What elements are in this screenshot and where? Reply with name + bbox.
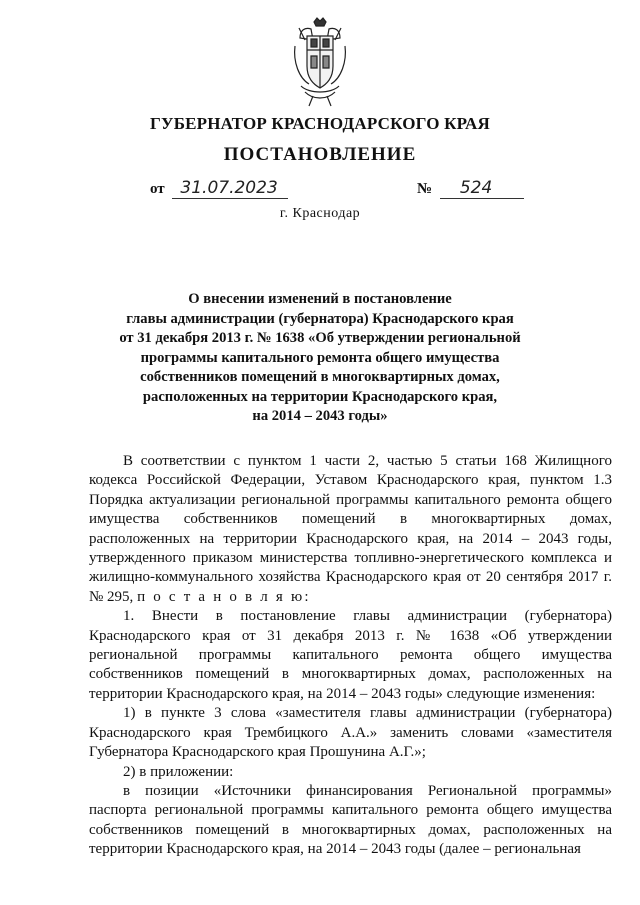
item-1-2-text-paragraph: в позиции «Источники финансирования Региональной программы» паспорта региональной программы капитального ремонта общего имущества собственников помещений в многоквартирных домах, расположенных на территории Краснодарского края, на 2014 – 2043 годы (далее – региональная bbox=[89, 782, 612, 858]
subject-line: собственников помещений в многоквартирных домах, bbox=[140, 369, 500, 385]
item-1-1-paragraph: 1) в пункте 3 слова «заместителя главы администрации (губернатора) Краснодарского края Трембицкого А.А.» заменить словами «заместителя Губернатора Краснодарского края Прошунина А.Г.»; bbox=[89, 705, 612, 761]
subject-line: от 31 декабря 2013 г. № 1638 «Об утверждении региональной bbox=[119, 330, 521, 346]
date-field bbox=[150, 178, 288, 199]
date-value: 31.07.2023 bbox=[172, 178, 287, 199]
preamble-text: В соответствии с пунктом 1 части 2, частью 5 статьи 168 Жилищного кодекса Российской Федерации, Уставом Краснодарского края, пунктом 1.3 Порядка актуализации региональной программы капитального ремонта общего имущества собственников помещений в многоквартирных домах, расположенных на территории Краснодарского края, на 2014 – 2043 годы, утвержденного приказом министерства топливно-энергетического комплекса и жилищно-коммунального хозяйства Краснодарского края от 20 сентября 2017 г. № 295, bbox=[89, 453, 612, 605]
document-type: ПОСТАНОВЛЕНИЕ bbox=[223, 144, 417, 165]
document-body bbox=[89, 452, 612, 860]
number-value: 524 bbox=[440, 178, 524, 199]
subject-line: расположенных на территории Краснодарского края, bbox=[142, 388, 498, 405]
coat-of-arms-icon bbox=[291, 16, 349, 108]
subject-line: программы капитального ремонта общего имущества bbox=[140, 349, 500, 366]
city-label: г. Краснодар bbox=[279, 206, 361, 221]
number-field bbox=[417, 178, 524, 199]
subject-line: О внесении изменений в постановление bbox=[188, 291, 452, 307]
subject-line: на 2014 – 2043 годы» bbox=[252, 408, 388, 424]
issuer-title: ГУБЕРНАТОР КРАСНОДАРСКОГО КРАЯ bbox=[150, 114, 490, 133]
date-prefix: от bbox=[150, 181, 165, 197]
subject-line: главы администрации (губернатора) Краснодарского края bbox=[126, 310, 514, 327]
document-subject bbox=[110, 290, 530, 427]
decree-word: п о с т а н о в л я ю: bbox=[137, 588, 311, 605]
preamble-paragraph bbox=[89, 452, 612, 607]
number-prefix: № bbox=[417, 181, 433, 197]
item-1-2-paragraph: 2) в приложении: bbox=[123, 763, 234, 780]
item-1-paragraph: 1. Внести в постановление главы администрации (губернатора) Краснодарского края от 31 декабря 2013 г. № 1638 «Об утверждении региональной программы капитального ремонта общего имущества собственников помещений в многоквартирных домах, расположенных на территории Краснодарского края, на 2014 – 2043 годы» следующие изменения: bbox=[89, 608, 612, 702]
